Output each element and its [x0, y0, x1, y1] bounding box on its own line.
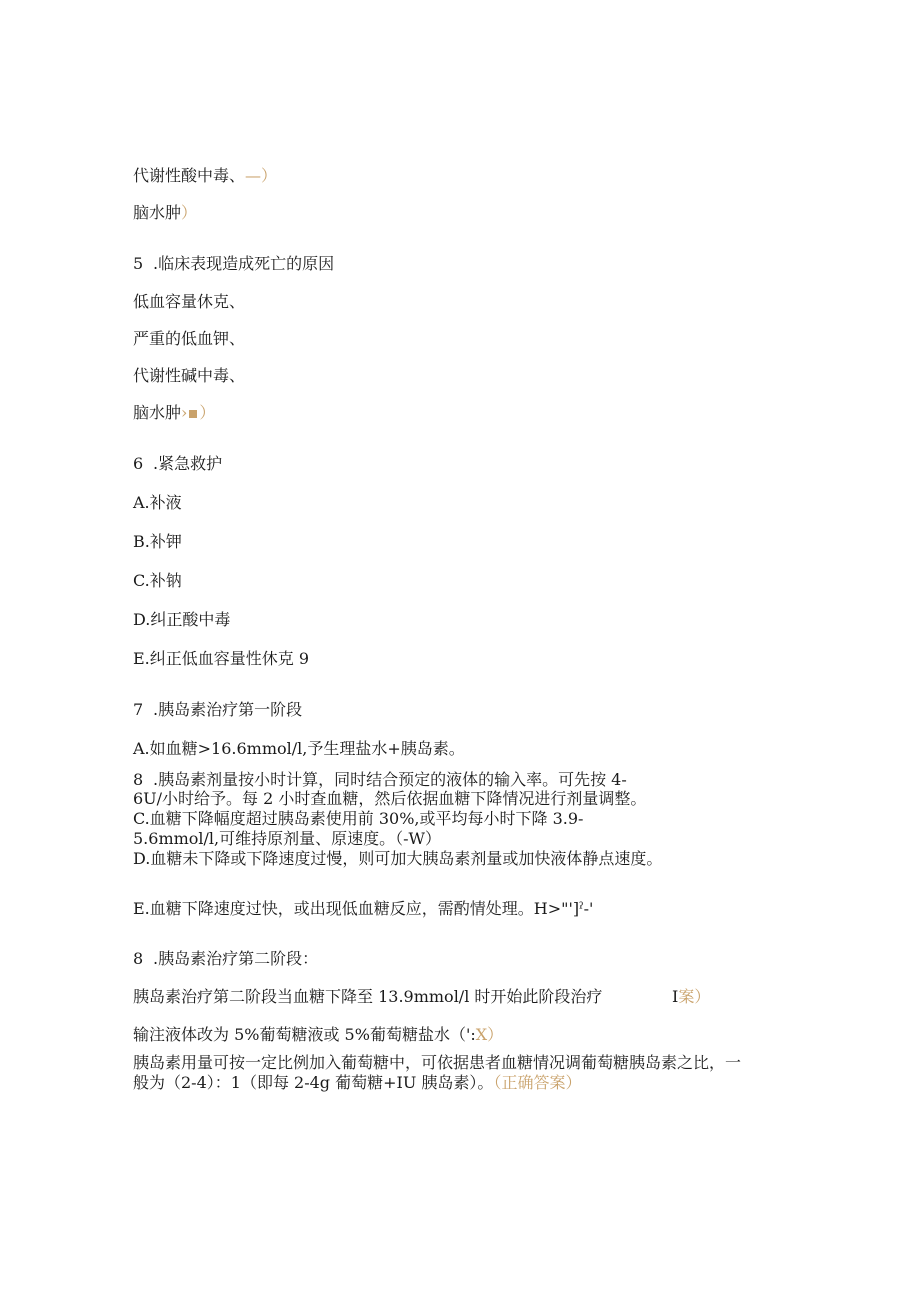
text-line: 低血容量休克、	[133, 292, 246, 311]
answer-mark: —）	[245, 166, 278, 185]
answer-mark: 案）	[678, 987, 711, 1006]
option-e: E.纠正低血容量性休克 9	[133, 649, 310, 668]
option-a: A.补液	[133, 493, 182, 512]
answer-mark: ）	[199, 403, 216, 422]
paragraph-line: 5.6mmol/l,可维持原剂量、原速度。（-W）	[133, 829, 441, 848]
text-line: 严重的低血钾、	[133, 329, 246, 348]
section-title: .胰岛素治疗第二阶段：	[153, 949, 319, 968]
section-number: 5	[133, 254, 144, 273]
section-number: 8	[133, 949, 144, 968]
answer-mark: （正确答案）	[493, 1073, 582, 1092]
answer-mark: I	[672, 987, 679, 1006]
paragraph-line: 6U/小时给予。每 2 小时查血糖，然后依据血糖下降情况进行剂量调整。	[133, 789, 647, 808]
option-c: C.补钠	[133, 571, 182, 590]
section-number: 6	[133, 454, 144, 473]
square-mark-icon	[189, 410, 197, 418]
line-text: 输注液体改为 5%葡萄糖液或 5%葡萄糖盐水（':	[133, 1025, 476, 1044]
section-heading	[133, 454, 222, 474]
paragraph-line	[133, 770, 627, 790]
section-title: .紧急救护	[153, 454, 223, 473]
line-text: 般为（2-4）：1（即每 2-4g 葡萄糖+IU 胰岛素）。	[133, 1073, 494, 1092]
answer-mark-group	[672, 987, 710, 1007]
text-line	[133, 203, 197, 223]
section-number: 8	[133, 770, 144, 789]
text-line: E.血糖下降速度过快，或出现低血糖反应，需酌情处理。H>"']ˀ-'	[133, 899, 594, 918]
text-line: 胰岛素治疗第二阶段当血糖下降至 13.9mmol/l 时开始此阶段治疗	[133, 987, 603, 1006]
text-line: 代谢性碱中毒、	[133, 366, 246, 385]
answer-mark: X）	[475, 1025, 504, 1044]
section-title: .临床表现造成死亡的原因	[153, 254, 335, 273]
option-b: B.补钾	[133, 532, 182, 551]
line-text: .胰岛素剂量按小时计算，同时结合预定的液体的输入率。可先按 4-	[153, 770, 627, 789]
section-heading	[133, 254, 334, 274]
paragraph-line	[133, 1073, 581, 1093]
text-line	[133, 1025, 503, 1045]
section-number: 7	[133, 700, 144, 719]
paragraph-line: D.血糖未下降或下降速度过慢，则可加大胰岛素剂量或加快液体静点速度。	[133, 849, 663, 868]
paragraph-line: C.血糖下降幅度超过胰岛素使用前 30%,或平均每小时下降 3.9-	[133, 809, 584, 828]
section-heading	[133, 949, 318, 969]
text-line	[133, 166, 277, 186]
answer-mark: ）	[181, 203, 198, 222]
paragraph-line: 胰岛素用量可按一定比例加入葡萄糖中，可依据患者血糖情况调葡萄糖胰岛素之比，一	[133, 1053, 742, 1072]
line-text: 脑水肿	[133, 203, 182, 222]
option-d: D.纠正酸中毒	[133, 610, 231, 629]
line-text: 代谢性酸中毒、	[133, 166, 246, 185]
section-title: .胰岛素治疗第一阶段	[153, 700, 303, 719]
text-line: A.如血糖>16.6mmol/l,予生理盐水+胰岛素。	[133, 739, 465, 758]
answer-mark: ›	[181, 403, 188, 422]
section-heading	[133, 700, 302, 720]
text-line	[133, 403, 215, 423]
line-text: 脑水肿	[133, 403, 182, 422]
